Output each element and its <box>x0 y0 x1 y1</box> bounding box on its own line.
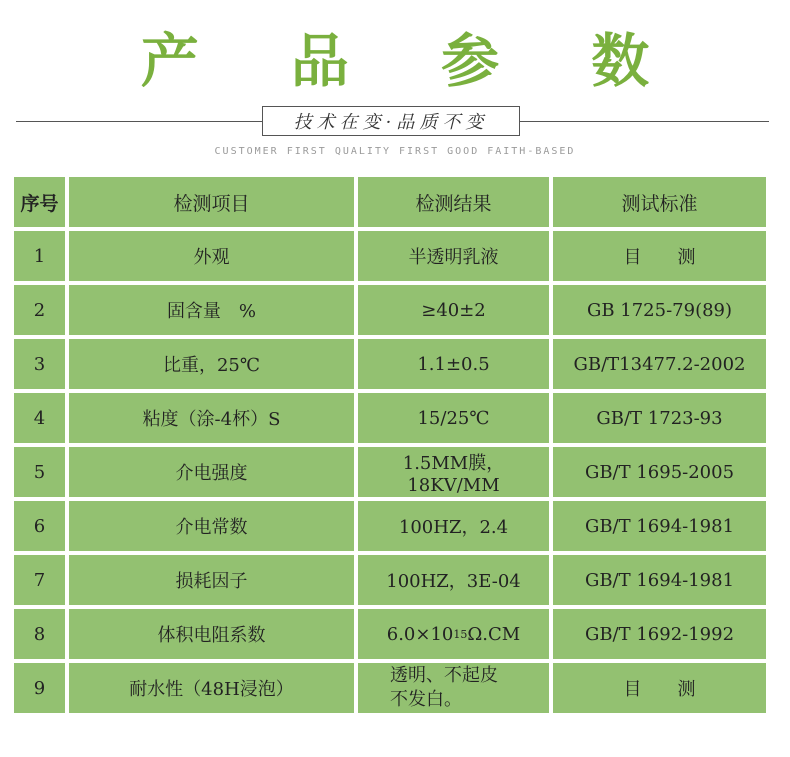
row-standard: GB/T 1694-1981 <box>553 501 766 551</box>
row-item: 外观 <box>69 231 354 281</box>
row-item: 介电强度 <box>69 447 354 497</box>
row-no: 7 <box>14 555 65 605</box>
row-result: 100HZ，3E-04 <box>358 555 549 605</box>
header-standard: 测试标准 <box>553 177 766 227</box>
row-item: 耐水性（48H浸泡） <box>69 663 354 713</box>
page-title: 产 品 参 数 <box>140 27 686 95</box>
row-item: 固含量 % <box>69 285 354 335</box>
row-no: 4 <box>14 393 65 443</box>
row-standard: GB/T 1723-93 <box>553 393 766 443</box>
row-no: 5 <box>14 447 65 497</box>
subtitle: CUSTOMER FIRST QUALITY FIRST GOOD FAITH-BASED <box>214 146 576 157</box>
row-result: 1.5MM膜，18KV/MM <box>358 447 549 497</box>
row-standard: GB/T 1694-1981 <box>553 555 766 605</box>
row-result: 1.1±0.5 <box>358 339 549 389</box>
row-standard: GB/T 1695-2005 <box>553 447 766 497</box>
resistivity-exponent: 15 <box>453 627 468 641</box>
row-no: 3 <box>14 339 65 389</box>
row-item: 比重，25℃ <box>69 339 354 389</box>
row-no: 2 <box>14 285 65 335</box>
row-no: 9 <box>14 663 65 713</box>
row-result: 半透明乳液 <box>358 231 549 281</box>
row-standard: 目 测 <box>553 663 766 713</box>
row-no: 6 <box>14 501 65 551</box>
result-line-2: 不发白。 <box>390 689 462 710</box>
row-result: 100HZ，2.4 <box>358 501 549 551</box>
row-standard: GB/T 1692-1992 <box>553 609 766 659</box>
header-no: 序号 <box>14 177 65 227</box>
row-item: 粘度（涂-4杯）S <box>69 393 354 443</box>
row-result-resistivity <box>358 609 549 659</box>
row-item: 损耗因子 <box>69 555 354 605</box>
parameter-table <box>14 177 764 713</box>
row-standard: GB 1725-79(89) <box>553 285 766 335</box>
row-standard: GB/T13477.2-2002 <box>553 339 766 389</box>
row-result: 15/25℃ <box>358 393 549 443</box>
row-result-multiline <box>358 663 549 713</box>
divider-right <box>520 121 769 122</box>
row-item: 介电常数 <box>69 501 354 551</box>
row-standard: 目 测 <box>553 231 766 281</box>
resistivity-unit: Ω.CM <box>467 623 521 645</box>
header-result: 检测结果 <box>358 177 549 227</box>
result-line-1: 透明、不起皮 <box>390 665 498 686</box>
resistivity-base: 6.0×10 <box>386 623 454 645</box>
slogan-box: 技术在变·品质不变 <box>262 106 520 136</box>
row-no: 1 <box>14 231 65 281</box>
header-item: 检测项目 <box>69 177 354 227</box>
row-result: ≥40±2 <box>358 285 549 335</box>
divider-left <box>16 121 262 122</box>
row-no: 8 <box>14 609 65 659</box>
row-item: 体积电阻系数 <box>69 609 354 659</box>
